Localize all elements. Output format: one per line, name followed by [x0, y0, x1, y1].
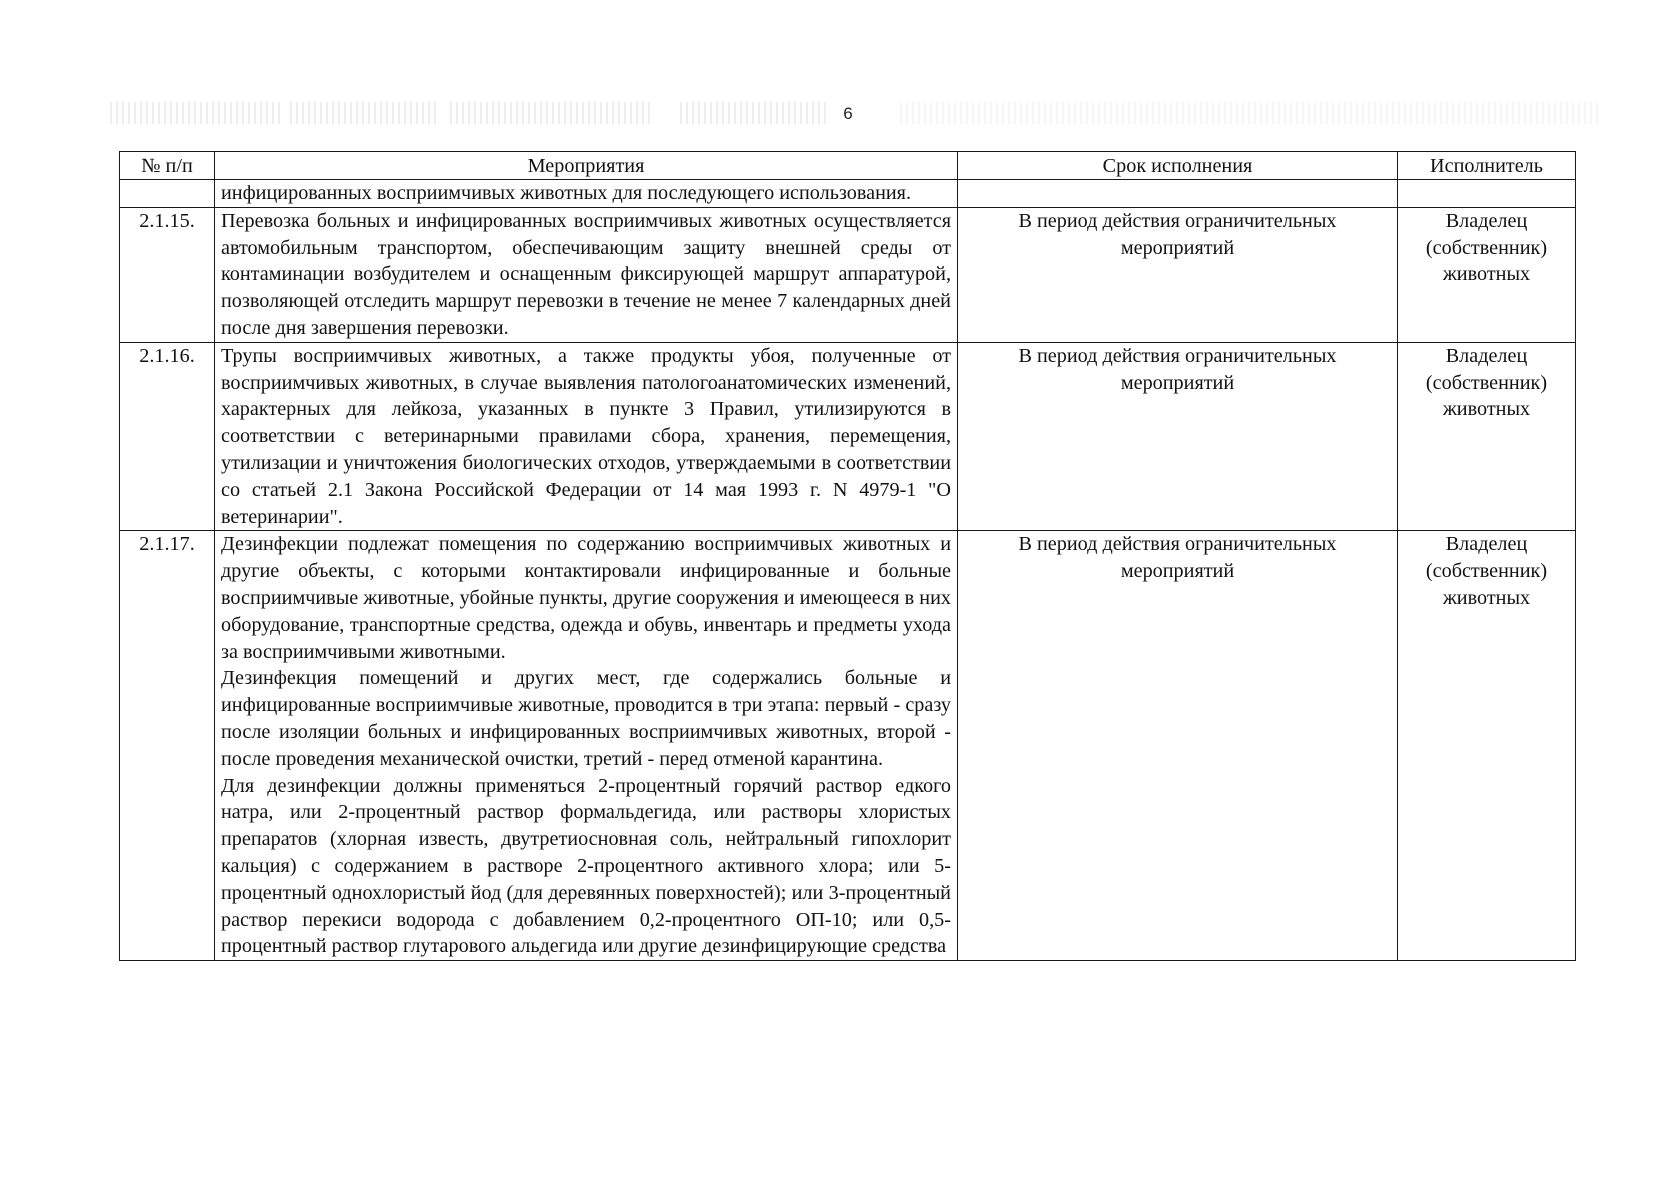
term-line: мероприятий [1120, 371, 1235, 394]
row-executor [1398, 180, 1576, 208]
row-executor [1398, 531, 1576, 961]
term-line: В период действия ограничительных [1018, 344, 1337, 367]
row-measures [215, 180, 958, 208]
measures-paragraph: Для дезинфекции должны применяться 2-процентный горячий раствор едкого натра, или 2-процентный раствор формальдегида, или растворы хлористых препаратов (хлорная известь, двутретиосновная соль, нейтральный гипохлорит кальция) с содержанием в растворе 2-процентного активного хлора; или 5-процентный однохлористый йод (для деревянных поверхностей); или 3-процентный раствор перекиси водорода с добавлением 0,2-процентного ОП-10; или 0,5-процентный раствор глутарового альдегида или другие дезинфицирующие средства [221, 774, 951, 958]
scan-noise-left [110, 102, 280, 124]
row-measures [215, 207, 958, 342]
row-measures [215, 342, 958, 531]
executor-line: животных [1442, 398, 1531, 421]
term-line: мероприятий [1120, 560, 1235, 583]
row-term [958, 180, 1398, 208]
measures-paragraph: Дезинфекция помещений и других мест, где содержались больные и инфицированные восприимчивые животные, проводится в три этапа: первый - сразу после изоляции больных и инфицированных восприимчивых животных, второй - после проведения механической очистки, третий - перед отменой карантина. [221, 667, 951, 770]
row-executor [1398, 342, 1576, 531]
header-num: № п/п [120, 152, 215, 180]
scan-noise-mid-right [680, 102, 830, 124]
table-row [120, 531, 1576, 961]
scan-noise-mid-left [290, 102, 440, 124]
row-number: 2.1.15. [120, 207, 215, 342]
table-row [120, 207, 1576, 342]
row-term [958, 531, 1398, 961]
executor-line: Владелец [1445, 533, 1528, 556]
table-row [120, 180, 1576, 208]
measures-paragraph: инфицированных восприимчивых животных для последующего использования. [221, 182, 912, 204]
header-term: Срок исполнения [958, 152, 1398, 180]
term-line: В период действия ограничительных [1018, 533, 1337, 556]
row-number: 2.1.17. [120, 531, 215, 961]
row-measures [215, 531, 958, 961]
executor-line: (собственник) [1425, 236, 1548, 259]
row-executor [1398, 207, 1576, 342]
term-line: В период действия ограничительных [1018, 209, 1337, 232]
row-number [120, 180, 215, 208]
scan-noise-right [900, 102, 1600, 124]
row-term [958, 342, 1398, 531]
executor-line: Владелец [1445, 209, 1528, 232]
measures-paragraph: Дезинфекции подлежат помещения по содержанию восприимчивых животных и другие объекты, с которыми контактировали инфицированные и больные восприимчивые животные, убойные пункты, другие сооружения и имеющееся в них оборудование, транспортные средства, одежда и обувь, инвентарь и предметы ухода за восприимчивыми животными. [221, 533, 951, 663]
term-line: мероприятий [1120, 236, 1235, 259]
executor-line: (собственник) [1425, 371, 1548, 394]
executor-line: животных [1442, 586, 1531, 609]
page-number: 6 [843, 104, 853, 123]
measures-paragraph: Трупы восприимчивых животных, а также продукты убоя, полученные от восприимчивых животных, в случае выявления патологоанатомических изменений, характерных для лейкоза, указанных в пункте 3 Правил, утилизируются в соответствии с ветеринарными правилами сбора, хранения, перемещения, утилизации и уничтожения биологических отходов, утверждаемыми в соответствии со статьей 2.1 Закона Российской Федерации от 14 мая 1993 г. N 4979-1 "О ветеринарии". [221, 344, 951, 528]
executor-line: животных [1442, 263, 1531, 286]
row-term [958, 207, 1398, 342]
scan-noise-mid [450, 102, 650, 124]
header-measures: Мероприятия [215, 152, 958, 180]
measures-paragraph: Перевозка больных и инфицированных восприимчивых животных осуществляется автомобильным транспортом, обеспечивающим защиту внешней среды от контаминации возбудителем и оснащенным фиксирующей маршрут аппаратурой, позволяющей отследить маршрут перевозки в течение не менее 7 календарных дней после дня завершения перевозки. [221, 209, 951, 339]
executor-line: Владелец [1445, 344, 1528, 367]
table-row [120, 342, 1576, 531]
executor-line: (собственник) [1425, 560, 1548, 583]
table-header-row [120, 152, 1576, 180]
header-executor: Исполнитель [1398, 152, 1576, 180]
measures-table [119, 151, 1576, 961]
row-number: 2.1.16. [120, 342, 215, 531]
